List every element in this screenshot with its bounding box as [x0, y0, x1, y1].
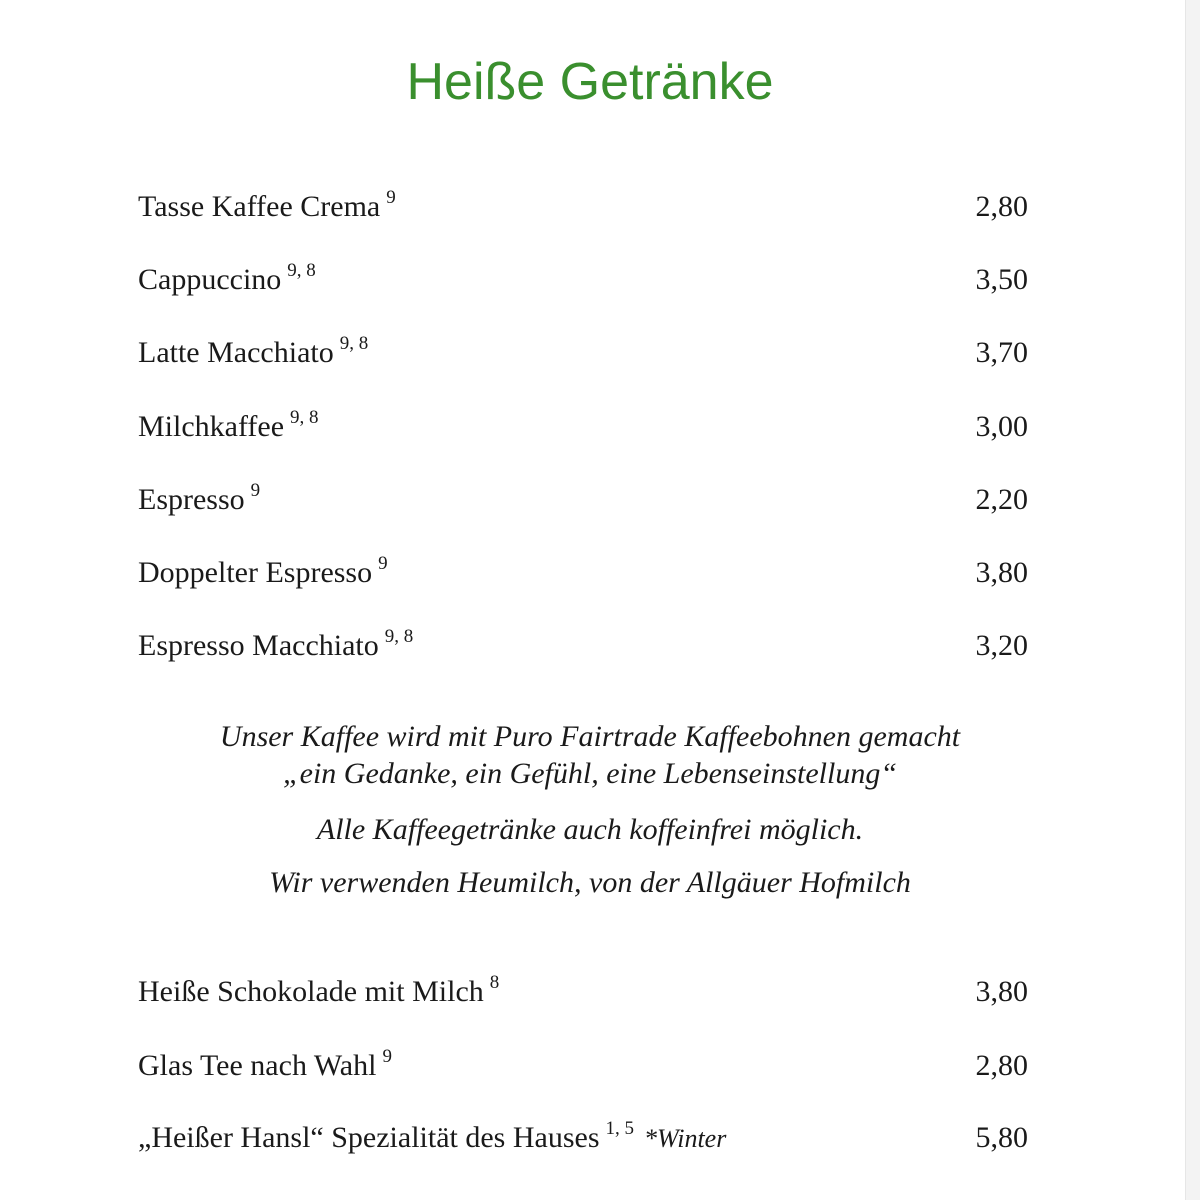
item-name-text: Doppelter Espresso [138, 556, 373, 589]
page-title: Heiße Getränke [406, 53, 774, 111]
item-name-text: Espresso Macchiato [138, 629, 379, 662]
item-name-text: Cappuccino [138, 263, 282, 296]
menu-item-price: 3,20 [975, 629, 1028, 662]
menu-item-price: 5,80 [975, 1121, 1028, 1154]
allergen-codes: 9, 8 [290, 407, 319, 428]
menu-item-name [138, 407, 319, 451]
menu-item [138, 333, 1028, 373]
allergen-codes: 8 [489, 972, 500, 993]
menu-item-price: 3,80 [975, 556, 1028, 589]
menu-item-price: 2,20 [975, 483, 1028, 516]
menu-item [138, 187, 1028, 227]
menu-item-name [138, 626, 413, 670]
milk-note-line: Wir verwenden Heumilch, von der Allgäuer Hofmilch [269, 866, 911, 899]
menu-item-name [138, 553, 388, 597]
menu-item [138, 407, 1028, 447]
allergen-codes: 1, 5 [605, 1118, 634, 1139]
allergen-codes: 9, 8 [384, 626, 414, 647]
seasonal-note: *Winter [644, 1124, 727, 1153]
allergen-codes: 9, 8 [287, 260, 316, 281]
menu-item [138, 972, 1028, 1012]
menu-item-name [138, 333, 368, 377]
allergen-codes: 9 [250, 480, 261, 501]
page-edge [1185, 0, 1200, 1200]
menu-item-price: 3,70 [975, 336, 1028, 369]
menu-item [138, 1118, 1028, 1158]
menu-item [138, 626, 1028, 666]
allergen-codes: 9 [382, 1046, 392, 1067]
menu-item [138, 1046, 1028, 1086]
item-name-text: Espresso [138, 483, 245, 516]
menu-item-name [138, 972, 499, 1016]
menu-item-price: 2,80 [975, 190, 1028, 223]
menu-item-name [138, 1046, 392, 1090]
item-name-text: „Heißer Hansl“ Spezialität des Hauses [138, 1121, 600, 1154]
menu-item [138, 553, 1028, 593]
menu-item-price: 3,00 [975, 410, 1028, 443]
menu-item-name [138, 1118, 726, 1162]
coffee-slogan-line: „ein Gedanke, ein Gefühl, eine Lebenseinstellung“ [282, 757, 898, 790]
item-name-text: Latte Macchiato [138, 336, 334, 369]
item-name-text: Heiße Schokolade mit Milch [138, 975, 484, 1008]
allergen-codes: 9, 8 [339, 333, 369, 354]
menu-item-name [138, 187, 396, 231]
allergen-codes: 9 [386, 187, 396, 208]
allergen-codes: 9 [378, 553, 388, 574]
menu-item-price: 2,80 [975, 1049, 1028, 1082]
menu-item-name [138, 260, 316, 304]
item-name-text: Tasse Kaffee Crema [138, 190, 381, 223]
coffee-note-line: Unser Kaffee wird mit Puro Fairtrade Kaffeebohnen gemacht [219, 720, 961, 753]
menu-item-price: 3,80 [975, 975, 1028, 1008]
item-name-text: Milchkaffee [138, 410, 285, 443]
menu-item-price: 3,50 [975, 263, 1028, 296]
menu-item-name [138, 480, 260, 524]
menu-item [138, 260, 1028, 300]
item-name-text: Glas Tee nach Wahl [138, 1049, 377, 1082]
decaf-note-line: Alle Kaffeegetränke auch koffeinfrei möglich. [316, 813, 864, 846]
menu-item [138, 480, 1028, 520]
